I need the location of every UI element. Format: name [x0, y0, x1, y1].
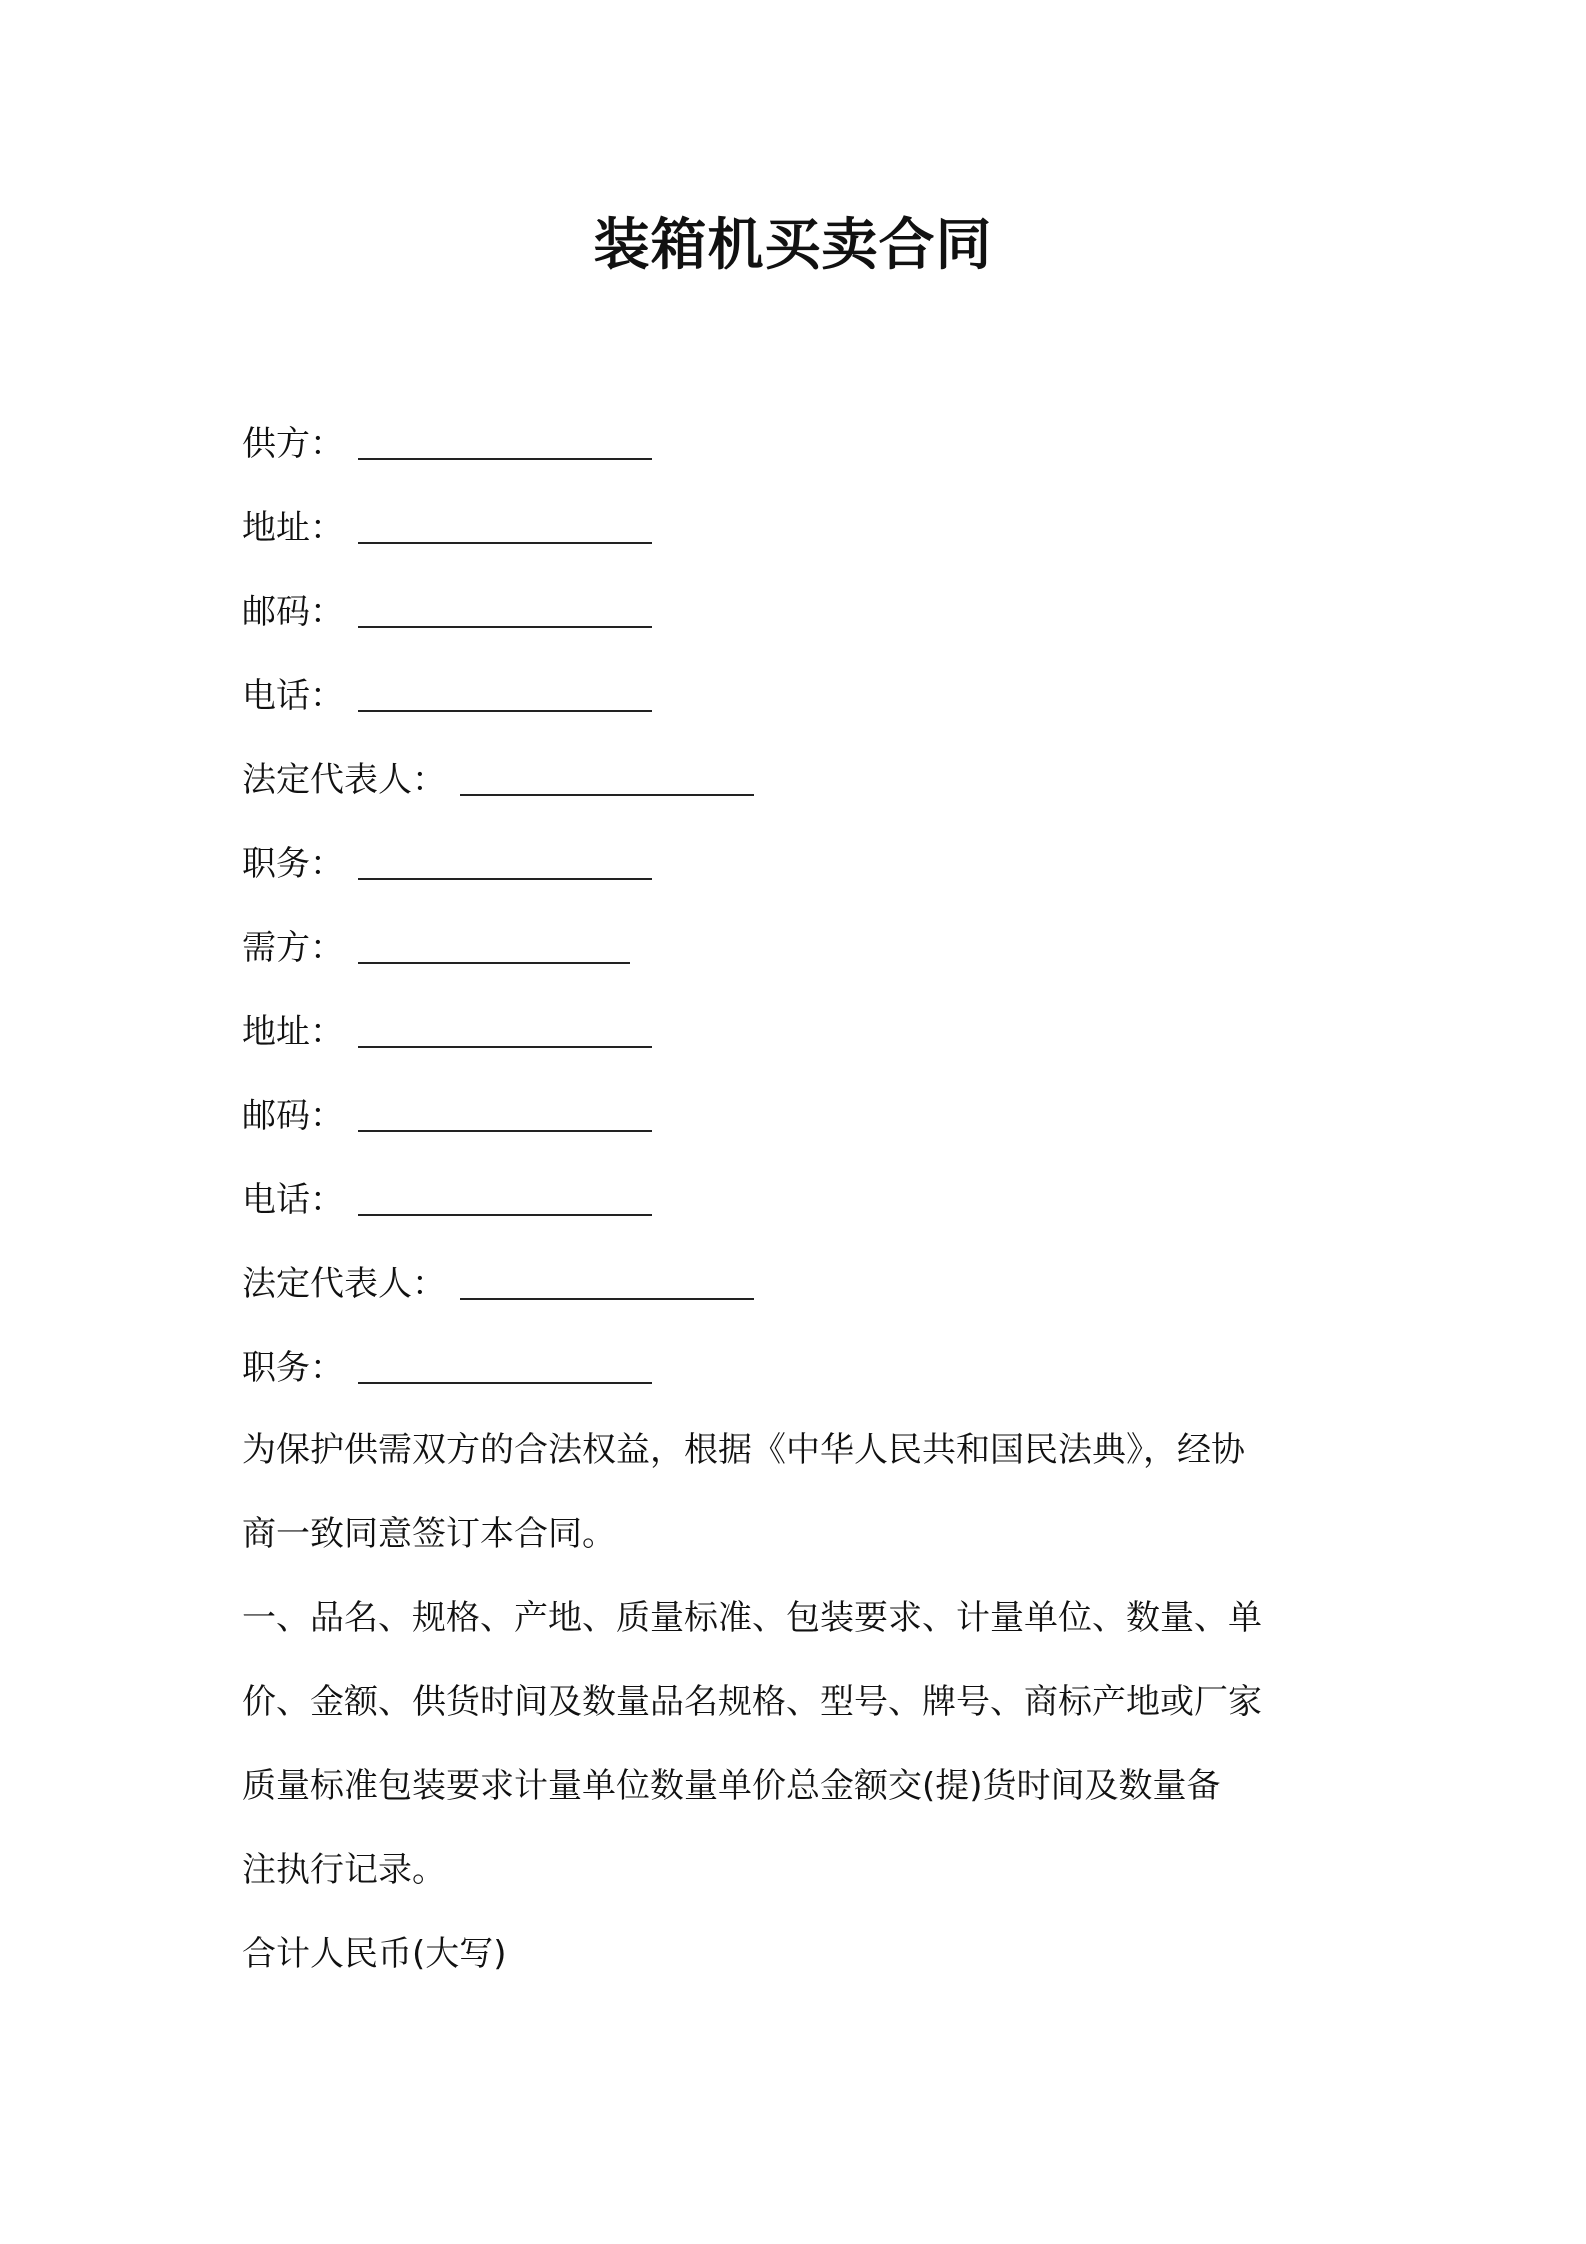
field-row-supplier-phone	[242, 652, 1352, 736]
fill-in-blank	[358, 458, 652, 460]
fill-in-blank	[358, 542, 652, 544]
fill-in-blank	[358, 878, 652, 880]
clause-line: 质量标准包装要求计量单位数量单价总金额交(提)货时间及数量备	[242, 1766, 1221, 1806]
field-colon: ：	[412, 1263, 446, 1304]
field-row-supplier-legal-rep	[242, 736, 1352, 820]
field-label: 地址	[242, 507, 310, 548]
field-row-buyer-postcode	[242, 1072, 1352, 1156]
field-colon: ：	[310, 675, 344, 716]
field-colon: ：	[310, 1095, 344, 1136]
field-label: 职务	[242, 843, 310, 884]
preamble-line: 商一致同意签订本合同。	[242, 1514, 616, 1554]
field-row-supplier-address	[242, 484, 1352, 568]
total-amount-line: 合计人民币(大写)	[242, 1934, 507, 1974]
field-colon: ：	[310, 927, 344, 968]
field-colon: ：	[310, 423, 344, 464]
field-row-supplier-position	[242, 820, 1352, 904]
field-row-buyer-address	[242, 988, 1352, 1072]
field-colon: ：	[412, 759, 446, 800]
field-colon: ：	[310, 843, 344, 884]
fill-in-blank	[358, 1046, 652, 1048]
field-label: 法定代表人	[242, 1263, 412, 1304]
field-colon: ：	[310, 1179, 344, 1220]
fill-in-blank	[358, 710, 652, 712]
clause-line: 价、金额、供货时间及数量品名规格、型号、牌号、商标产地或厂家	[242, 1682, 1262, 1722]
field-row-buyer	[242, 904, 1352, 988]
preamble-line: 为保护供需双方的合法权益，根据《中华人民共和国民法典》，经协	[242, 1430, 1245, 1470]
field-row-buyer-legal-rep	[242, 1240, 1352, 1324]
field-colon: ：	[310, 1011, 344, 1052]
field-row-buyer-phone	[242, 1156, 1352, 1240]
field-label: 供方	[242, 423, 310, 464]
fill-in-blank	[460, 794, 754, 796]
fill-in-blank	[358, 1214, 652, 1216]
clause-line: 注执行记录。	[242, 1850, 446, 1890]
field-colon: ：	[310, 1347, 344, 1388]
field-label: 地址	[242, 1011, 310, 1052]
field-colon: ：	[310, 591, 344, 632]
field-label: 邮码	[242, 591, 310, 632]
field-label: 职务	[242, 1347, 310, 1388]
contract-title: 装箱机买卖合同	[593, 213, 993, 278]
fill-in-blank	[460, 1298, 754, 1300]
field-colon: ：	[310, 507, 344, 548]
field-label: 需方	[242, 927, 310, 968]
fill-in-blank	[358, 1130, 652, 1132]
field-label: 电话	[242, 1179, 310, 1220]
field-row-buyer-position	[242, 1324, 1352, 1408]
contract-body	[242, 400, 1352, 1996]
fill-in-blank	[358, 1382, 652, 1384]
fill-in-blank	[358, 626, 652, 628]
clause-line: 一、品名、规格、产地、质量标准、包装要求、计量单位、数量、单	[242, 1598, 1262, 1638]
field-label: 邮码	[242, 1095, 310, 1136]
field-row-supplier-postcode	[242, 568, 1352, 652]
field-label: 法定代表人	[242, 759, 412, 800]
field-row-supplier	[242, 400, 1352, 484]
fill-in-blank	[358, 962, 630, 964]
field-label: 电话	[242, 675, 310, 716]
